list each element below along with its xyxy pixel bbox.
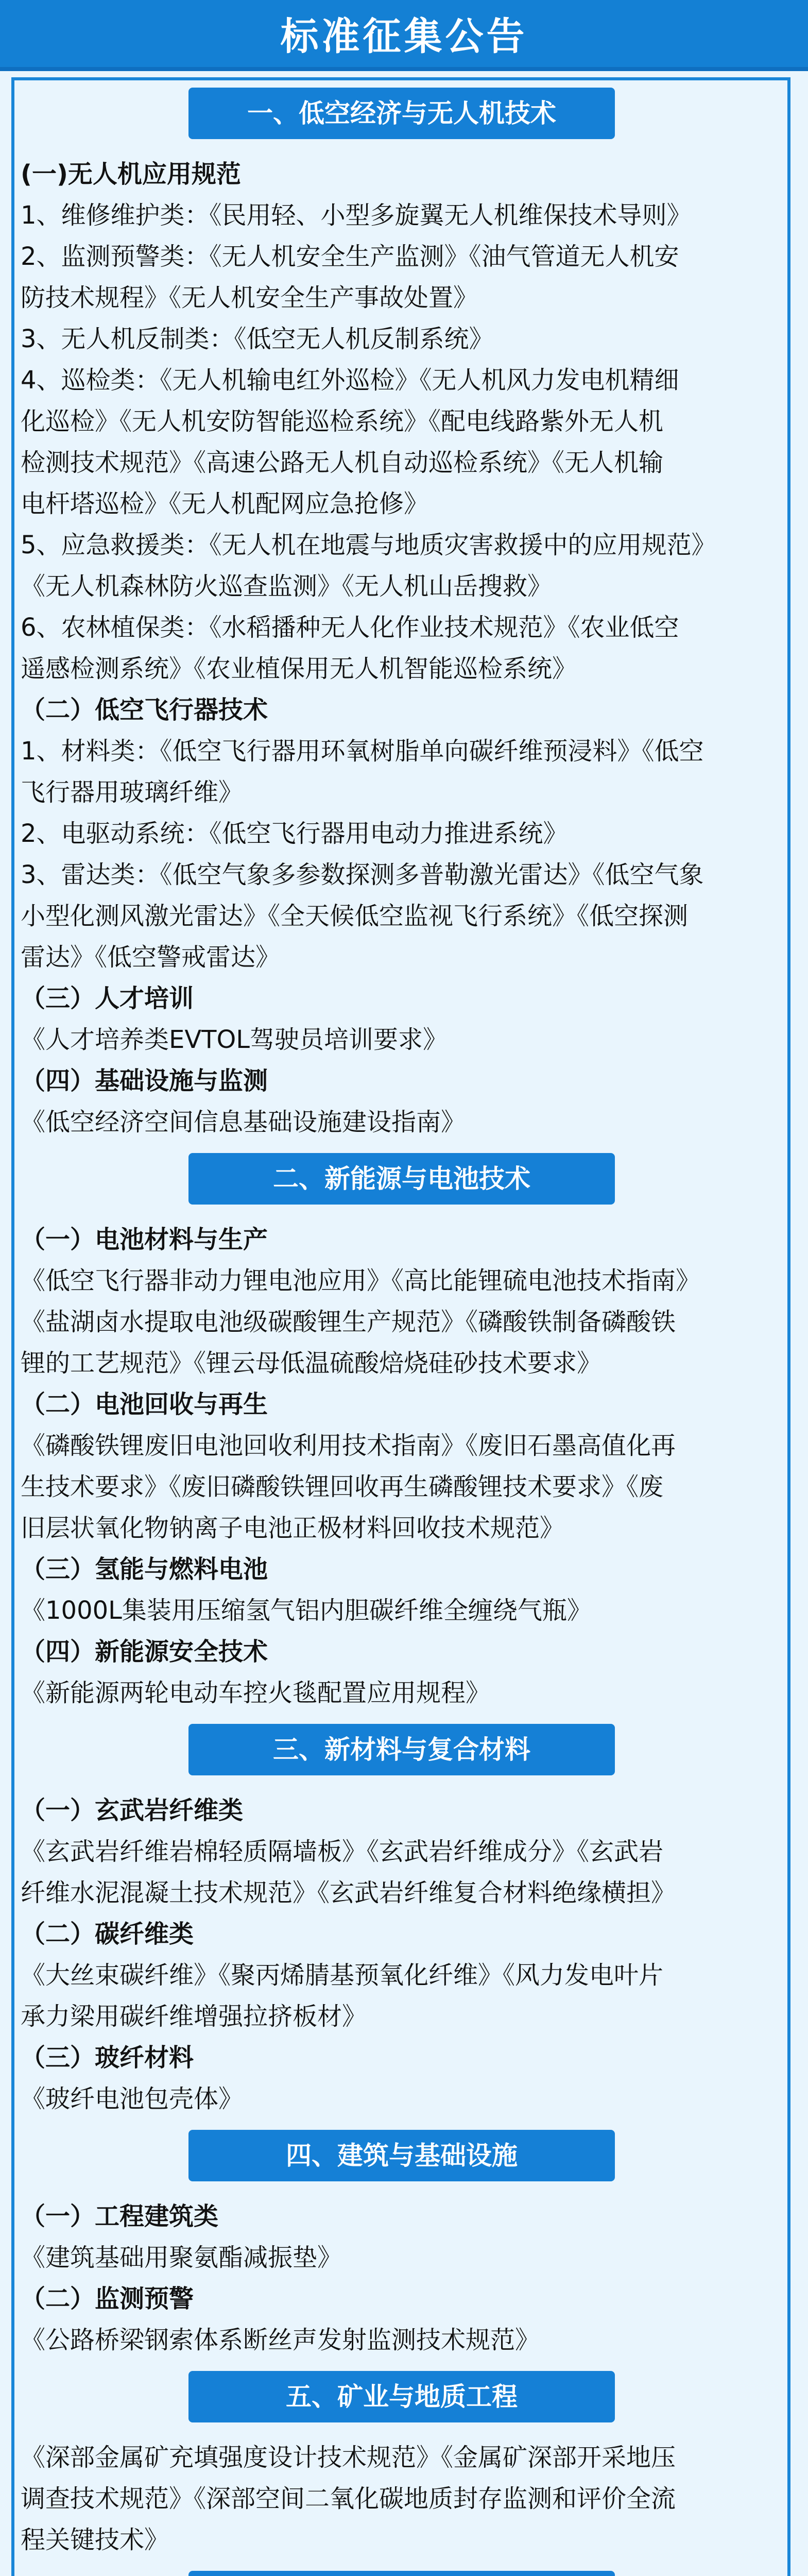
- subsection-heading: （四）基础设施与监测: [21, 1066, 268, 1095]
- standard-list-line: 《盐湖卤水提取电池级碳酸锂生产规范》《磷酸铁制备磷酸铁: [21, 1308, 676, 1336]
- subsection-heading: （四）新能源安全技术: [21, 1637, 268, 1666]
- standard-list-line: 《玄武岩纤维岩棉轻质隔墙板》《玄武岩纤维成分》《玄武岩: [21, 1837, 664, 1866]
- standard-list-line: 纤维水泥混凝土技术规范》《玄武岩纤维复合材料绝缘横担》: [21, 1878, 676, 1907]
- standard-list-line: 2、监测预警类：《无人机安全生产监测》《油气管道无人机安: [21, 242, 679, 271]
- section-heading: 四、建筑与基础设施: [188, 2130, 615, 2181]
- section-heading: 二、新能源与电池技术: [188, 1153, 615, 1205]
- standard-list-line: 《磷酸铁锂废旧电池回收利用技术指南》《废旧石墨高值化再: [21, 1431, 676, 1460]
- section-heading: 一、低空经济与无人机技术: [188, 88, 615, 139]
- section-3: [21, 1724, 783, 2120]
- standard-list-line: 《深部金属矿充填强度设计技术规范》《金属矿深部开采地压: [21, 2443, 676, 2472]
- standard-list-line: 《1000L集装用压缩氢气铝内胆碳纤维全缠绕气瓶》: [21, 1596, 592, 1625]
- standard-list-line: 旧层状氧化物钠离子电池正极材料回收技术规范》: [21, 1514, 565, 1543]
- standard-list-line: 1、维修维护类：《民用轻、小型多旋翼无人机维保技术导则》: [21, 201, 692, 230]
- section-heading-wrap: [21, 88, 783, 139]
- subsection-heading: （二）碳纤维类: [21, 1920, 194, 1948]
- standard-list-line: 《大丝束碳纤维》《聚丙烯腈基预氧化纤维》《风力发电叶片: [21, 1961, 664, 1990]
- subsection-heading: （二）低空飞行器技术: [21, 696, 268, 724]
- standard-list-line: 调查技术规范》《深部空间二氧化碳地质封存监测和评价全流: [21, 2484, 676, 2513]
- standard-list-line: 6、农林植保类：《水稻播种无人化作业技术规范》《农业低空: [21, 613, 679, 642]
- standard-list-line: 飞行器用玻璃纤维》: [21, 778, 244, 807]
- section-5: [21, 2371, 783, 2561]
- standard-list-line: 3、无人机反制类：《低空无人机反制系统》: [21, 325, 494, 353]
- standard-list-line: 检测技术规范》《高速公路无人机自动巡检系统》《无人机输: [21, 448, 664, 477]
- standard-list-line: 3、雷达类：《低空气象多参数探测多普勒激光雷达》《低空气象: [21, 860, 704, 889]
- standard-list-line: 程关键技术》: [21, 2526, 169, 2554]
- standard-list-line: 2、电驱动系统：《低空飞行器用电动力推进系统》: [21, 819, 568, 848]
- standard-list-line: 4、巡检类：《无人机输电红外巡检》《无人机风力发电机精细: [21, 366, 679, 395]
- standard-list-line: 《公路桥梁钢索体系断丝声发射监测技术规范》: [21, 2326, 540, 2354]
- standard-list-line: 锂的工艺规范》《锂云母低温硫酸焙烧硅砂技术要求》: [21, 1349, 602, 1378]
- subsection-heading: （三）氢能与燃料电池: [21, 1555, 268, 1584]
- section-1: [21, 88, 783, 1143]
- section-heading-wrap: [21, 2371, 783, 2422]
- section-4: [21, 2130, 783, 2361]
- standard-list-line: 《新能源两轮电动车控火毯配置应用规程》: [21, 1679, 491, 1707]
- standard-list-line: 《低空飞行器非动力锂电池应用》《高比能锂硫电池技术指南》: [21, 1266, 701, 1295]
- section-heading: [188, 2571, 615, 2576]
- standard-list-line: 承力梁用碳纤维增强拉挤板材》: [21, 2002, 367, 2031]
- subsection-heading: （一）工程建筑类: [21, 2202, 219, 2231]
- announcement-body: [21, 88, 783, 2576]
- standard-list-line: 生技术要求》《废旧磷酸铁锂回收再生磷酸锂技术要求》《废: [21, 1472, 664, 1501]
- section-6: [21, 2571, 783, 2576]
- standard-list-line: 化巡检》《无人机安防智能巡检系统》《配电线路紫外无人机: [21, 407, 664, 436]
- section-heading-wrap: [21, 2130, 783, 2181]
- section-heading-wrap: [21, 2571, 783, 2576]
- section-heading: 五、矿业与地质工程: [188, 2371, 615, 2422]
- subsection-heading: （一）玄武岩纤维类: [21, 1796, 244, 1825]
- standard-list-line: 《低空经济空间信息基础设施建设指南》: [21, 1108, 466, 1137]
- standard-list-line: 《建筑基础用聚氨酯减振垫》: [21, 2243, 342, 2272]
- standard-list-line: 1、材料类：《低空飞行器用环氧树脂单向碳纤维预浸料》《低空: [21, 737, 704, 766]
- standard-list-line: 《无人机森林防火巡查监测》《无人机山岳搜救》: [21, 572, 553, 601]
- standard-list-line: 雷达》《低空警戒雷达》: [21, 943, 281, 972]
- section-heading-wrap: [21, 1153, 783, 1205]
- section-heading-wrap: [21, 1724, 783, 1775]
- standard-list-line: 5、应急救援类：《无人机在地震与地质灾害救援中的应用规范》: [21, 531, 716, 560]
- section-2: [21, 1153, 783, 1714]
- standard-list-line: 电杆塔巡检》《无人机配网应急抢修》: [21, 489, 429, 518]
- subsection-heading: （三）玻纤材料: [21, 2043, 194, 2072]
- standard-list-line: 小型化测风激光雷达》《全天候低空监视飞行系统》《低空探测: [21, 902, 689, 930]
- subsection-heading: （二）电池回收与再生: [21, 1390, 268, 1419]
- page-title: 标准征集公告: [280, 14, 528, 59]
- standard-list-line: 防技术规程》《无人机安全生产事故处置》: [21, 283, 478, 312]
- section-heading: 三、新材料与复合材料: [188, 1724, 615, 1775]
- standard-list-line: 遥感检测系统》《农业植保用无人机智能巡检系统》: [21, 654, 577, 683]
- standard-list-line: 《玻纤电池包壳体》: [21, 2084, 244, 2113]
- standard-list-line: 《人才培养类EVTOL驾驶员培训要求》: [21, 1025, 448, 1054]
- subsection-heading: （三）人才培训: [21, 984, 194, 1013]
- title-banner: [0, 0, 808, 71]
- subsection-heading: （二）监测预警: [21, 2284, 194, 2313]
- subsection-heading: (一)无人机应用规范: [21, 160, 241, 189]
- subsection-heading: （一）电池材料与生产: [21, 1225, 268, 1254]
